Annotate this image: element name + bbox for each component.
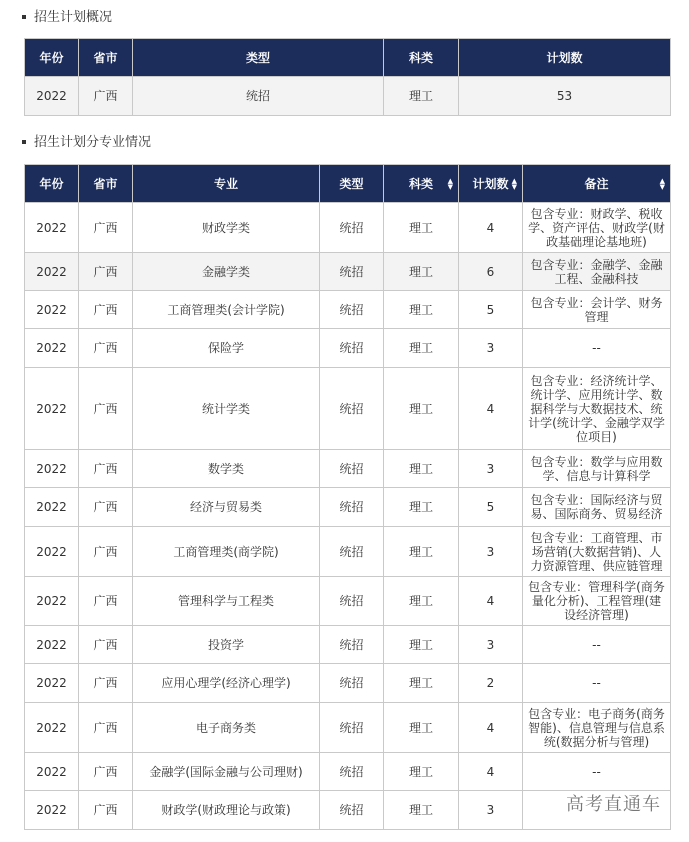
plan-count-cell: 3 bbox=[459, 791, 523, 830]
overview-section-title bbox=[22, 9, 112, 27]
province-cell: 广西 bbox=[79, 527, 133, 577]
plan-count-cell: 4 bbox=[459, 703, 523, 753]
note-cell: 包含专业：国际经济与贸易、国际商务、贸易经济 bbox=[523, 488, 671, 527]
note-cell: -- bbox=[523, 753, 671, 791]
plan-count-cell: 4 bbox=[459, 577, 523, 626]
year-cell: 2022 bbox=[25, 626, 79, 664]
plan-count-cell: 3 bbox=[459, 626, 523, 664]
overview-header-province: 省市 bbox=[79, 39, 133, 77]
majors-title-text: 招生计划分专业情况 bbox=[34, 135, 152, 150]
type-cell: 统招 bbox=[320, 329, 384, 368]
note-cell: -- bbox=[523, 329, 671, 368]
note-cell: -- bbox=[523, 664, 671, 703]
category-cell: 理工 bbox=[384, 577, 459, 626]
category-cell: 理工 bbox=[384, 626, 459, 664]
province-cell: 广西 bbox=[79, 368, 133, 450]
note-cell: 包含专业：电子商务(商务智能)、信息管理与信息系统(数据分析与管理) bbox=[523, 703, 671, 753]
major-cell: 电子商务类 bbox=[133, 703, 320, 753]
overview-header-year: 年份 bbox=[25, 39, 79, 77]
plan-count-cell: 4 bbox=[459, 753, 523, 791]
type-cell: 统招 bbox=[320, 577, 384, 626]
note-cell: -- bbox=[523, 626, 671, 664]
majors-header-category-label: 科类 bbox=[408, 177, 433, 191]
major-cell: 应用心理学(经济心理学) bbox=[133, 664, 320, 703]
plan-count-cell: 3 bbox=[459, 527, 523, 577]
year-cell: 2022 bbox=[25, 791, 79, 830]
major-cell: 金融学(国际金融与公司理财) bbox=[133, 753, 320, 791]
province-cell: 广西 bbox=[79, 203, 133, 253]
table-row bbox=[25, 626, 671, 664]
major-cell: 投资学 bbox=[133, 626, 320, 664]
category-cell: 理工 bbox=[384, 368, 459, 450]
table-row bbox=[25, 527, 671, 577]
majors-section-title bbox=[22, 134, 151, 152]
sort-icon[interactable]: ▲ ▼ bbox=[447, 176, 453, 191]
majors-header-note-label: 备注 bbox=[584, 177, 609, 191]
bullet-icon bbox=[22, 140, 26, 144]
plan-count-cell: 5 bbox=[459, 291, 523, 329]
majors-header-category[interactable] bbox=[384, 165, 459, 203]
majors-header-note[interactable] bbox=[523, 165, 671, 203]
table-row bbox=[25, 77, 671, 116]
type-cell: 统招 bbox=[320, 664, 384, 703]
major-cell: 金融学类 bbox=[133, 253, 320, 291]
table-row bbox=[25, 329, 671, 368]
province-cell: 广西 bbox=[79, 450, 133, 488]
table-row bbox=[25, 291, 671, 329]
majors-table bbox=[24, 164, 671, 830]
province-cell: 广西 bbox=[79, 664, 133, 703]
table-row bbox=[25, 253, 671, 291]
sort-icon[interactable]: ▲ ▼ bbox=[659, 176, 665, 191]
category-cell: 理工 bbox=[384, 488, 459, 527]
overview-province-cell: 广西 bbox=[79, 77, 133, 116]
type-cell: 统招 bbox=[320, 527, 384, 577]
year-cell: 2022 bbox=[25, 488, 79, 527]
type-cell: 统招 bbox=[320, 753, 384, 791]
category-cell: 理工 bbox=[384, 753, 459, 791]
major-cell: 管理科学与工程类 bbox=[133, 577, 320, 626]
watermark-text: 高考直通车 bbox=[566, 794, 661, 815]
year-cell: 2022 bbox=[25, 577, 79, 626]
majors-header-province: 省市 bbox=[79, 165, 133, 203]
table-row bbox=[25, 450, 671, 488]
year-cell: 2022 bbox=[25, 203, 79, 253]
note-cell: 包含专业：数学与应用数学、信息与计算科学 bbox=[523, 450, 671, 488]
type-cell: 统招 bbox=[320, 450, 384, 488]
type-cell: 统招 bbox=[320, 703, 384, 753]
year-cell: 2022 bbox=[25, 753, 79, 791]
note-cell: 包含专业：财政学、税收学、资产评估、财政学(财政基础理论基地班) bbox=[523, 203, 671, 253]
province-cell: 广西 bbox=[79, 253, 133, 291]
majors-header-plan-count-label: 计划数 bbox=[472, 177, 509, 191]
province-cell: 广西 bbox=[79, 329, 133, 368]
major-cell: 数学类 bbox=[133, 450, 320, 488]
category-cell: 理工 bbox=[384, 291, 459, 329]
category-cell: 理工 bbox=[384, 664, 459, 703]
major-cell: 经济与贸易类 bbox=[133, 488, 320, 527]
overview-category-cell: 理工 bbox=[384, 77, 459, 116]
plan-count-cell: 6 bbox=[459, 253, 523, 291]
year-cell: 2022 bbox=[25, 291, 79, 329]
category-cell: 理工 bbox=[384, 791, 459, 830]
province-cell: 广西 bbox=[79, 703, 133, 753]
year-cell: 2022 bbox=[25, 450, 79, 488]
type-cell: 统招 bbox=[320, 626, 384, 664]
major-cell: 财政学(财政理论与政策) bbox=[133, 791, 320, 830]
major-cell: 财政学类 bbox=[133, 203, 320, 253]
type-cell: 统招 bbox=[320, 488, 384, 527]
year-cell: 2022 bbox=[25, 368, 79, 450]
overview-header-type: 类型 bbox=[133, 39, 384, 77]
year-cell: 2022 bbox=[25, 664, 79, 703]
type-cell: 统招 bbox=[320, 791, 384, 830]
plan-count-cell: 2 bbox=[459, 664, 523, 703]
note-cell: 包含专业：经济统计学、统计学、应用统计学、数据科学与大数据技术、统计学(统计学、金融学双学位项目) bbox=[523, 368, 671, 450]
table-row bbox=[25, 703, 671, 753]
note-cell: 包含专业：金融学、金融工程、金融科技 bbox=[523, 253, 671, 291]
overview-plan-count-cell: 53 bbox=[459, 77, 671, 116]
plan-count-cell: 3 bbox=[459, 329, 523, 368]
majors-header-year: 年份 bbox=[25, 165, 79, 203]
type-cell: 统招 bbox=[320, 203, 384, 253]
overview-type-cell: 统招 bbox=[133, 77, 384, 116]
plan-count-cell: 4 bbox=[459, 203, 523, 253]
note-cell: 包含专业：工商管理、市场营销(大数据营销)、人力资源管理、供应链管理 bbox=[523, 527, 671, 577]
province-cell: 广西 bbox=[79, 753, 133, 791]
overview-table bbox=[24, 38, 671, 116]
note-cell: 包含专业：会计学、财务管理 bbox=[523, 291, 671, 329]
province-cell: 广西 bbox=[79, 791, 133, 830]
type-cell: 统招 bbox=[320, 253, 384, 291]
plan-count-cell: 5 bbox=[459, 488, 523, 527]
type-cell: 统招 bbox=[320, 368, 384, 450]
category-cell: 理工 bbox=[384, 703, 459, 753]
majors-header-major: 专业 bbox=[133, 165, 320, 203]
major-cell: 工商管理类(会计学院) bbox=[133, 291, 320, 329]
table-row bbox=[25, 368, 671, 450]
overview-title-text: 招生计划概况 bbox=[34, 10, 113, 25]
province-cell: 广西 bbox=[79, 291, 133, 329]
category-cell: 理工 bbox=[384, 253, 459, 291]
major-cell: 统计学类 bbox=[133, 368, 320, 450]
major-cell: 工商管理类(商学院) bbox=[133, 527, 320, 577]
year-cell: 2022 bbox=[25, 329, 79, 368]
bullet-icon bbox=[22, 15, 26, 19]
overview-header-plan-count: 计划数 bbox=[459, 39, 671, 77]
year-cell: 2022 bbox=[25, 527, 79, 577]
major-cell: 保险学 bbox=[133, 329, 320, 368]
plan-count-cell: 4 bbox=[459, 368, 523, 450]
table-row bbox=[25, 203, 671, 253]
year-cell: 2022 bbox=[25, 703, 79, 753]
province-cell: 广西 bbox=[79, 577, 133, 626]
category-cell: 理工 bbox=[384, 329, 459, 368]
table-row bbox=[25, 753, 671, 791]
province-cell: 广西 bbox=[79, 626, 133, 664]
table-row bbox=[25, 664, 671, 703]
majors-header-plan-count[interactable] bbox=[459, 165, 523, 203]
category-cell: 理工 bbox=[384, 527, 459, 577]
table-row bbox=[25, 488, 671, 527]
note-cell: 包含专业：管理科学(商务量化分析)、工程管理(建设经济管理) bbox=[523, 577, 671, 626]
majors-header-type: 类型 bbox=[320, 165, 384, 203]
overview-year-cell: 2022 bbox=[25, 77, 79, 116]
province-cell: 广西 bbox=[79, 488, 133, 527]
table-row bbox=[25, 577, 671, 626]
plan-count-cell: 3 bbox=[459, 450, 523, 488]
type-cell: 统招 bbox=[320, 291, 384, 329]
overview-header-category: 科类 bbox=[384, 39, 459, 77]
year-cell: 2022 bbox=[25, 253, 79, 291]
category-cell: 理工 bbox=[384, 203, 459, 253]
sort-icon[interactable]: ▲ ▼ bbox=[511, 176, 517, 191]
category-cell: 理工 bbox=[384, 450, 459, 488]
